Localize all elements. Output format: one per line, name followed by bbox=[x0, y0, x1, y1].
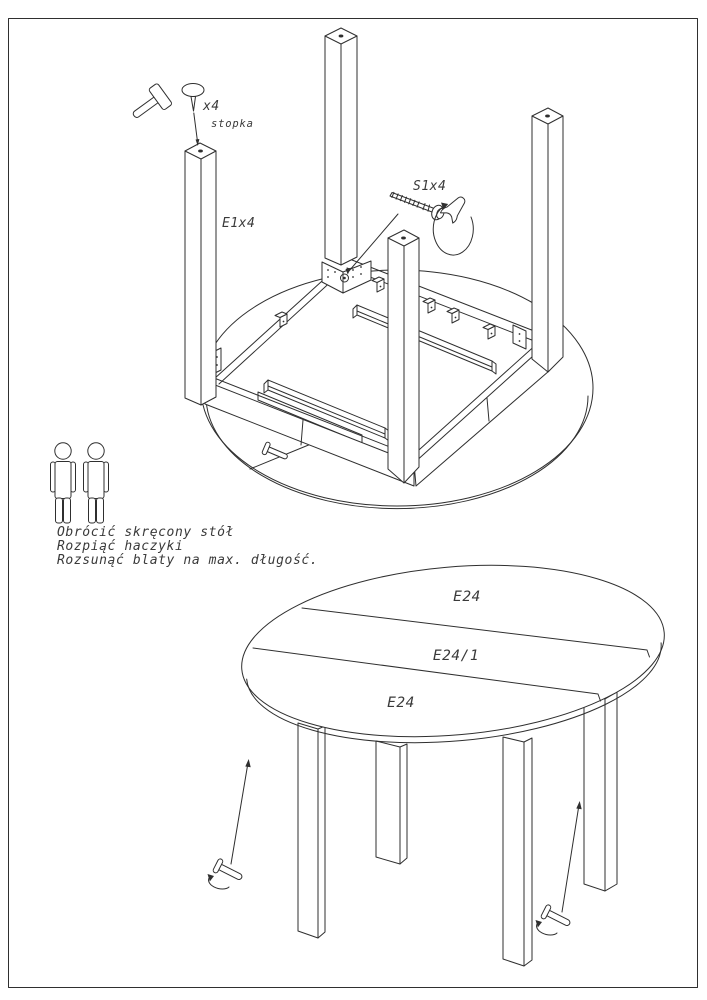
latch-left-arrowhead bbox=[245, 759, 250, 767]
foot-leader-line bbox=[194, 113, 198, 140]
person-figure bbox=[84, 443, 109, 523]
label-top-half-front: E24 bbox=[387, 695, 415, 711]
latch-right-arrow bbox=[562, 806, 579, 912]
two-person-icon bbox=[51, 443, 109, 523]
table-leg-back-left bbox=[376, 741, 407, 864]
label-foot-qty: x4 bbox=[203, 99, 220, 114]
person-figure bbox=[51, 443, 76, 523]
latch-right-arrowhead bbox=[576, 801, 581, 809]
label-top-half-back: E24 bbox=[453, 589, 481, 605]
step2-extended-table-drawing bbox=[208, 549, 673, 966]
instruction-line-2: Rozpiąć haczyki bbox=[57, 539, 184, 554]
foot-pin-icon bbox=[182, 84, 204, 147]
label-extension-leaf: E24/1 bbox=[432, 648, 480, 664]
leg-right bbox=[532, 108, 563, 372]
hammer-icon bbox=[126, 83, 172, 126]
table-leg-front-right bbox=[584, 692, 617, 891]
leg-back bbox=[325, 28, 357, 265]
instruction-line-3: Rozsunąć blaty na max. długość. bbox=[57, 553, 319, 568]
screw-icon bbox=[390, 192, 446, 221]
latch-left-arrow bbox=[231, 764, 248, 864]
label-foot-name: stopka bbox=[211, 118, 254, 130]
table-leg-back-right bbox=[503, 737, 532, 966]
leg-left bbox=[185, 143, 216, 405]
label-screw-part: S1x4 bbox=[413, 179, 447, 194]
table-leg-front-left bbox=[298, 723, 325, 938]
leg-front bbox=[388, 230, 419, 483]
instruction-line-1: Obrócić skręcony stół bbox=[57, 525, 234, 540]
step1-inverted-table-drawing bbox=[126, 28, 593, 509]
latch-left-icon bbox=[208, 858, 245, 889]
label-leg-part: E1x4 bbox=[222, 216, 256, 231]
latch-right-icon bbox=[536, 904, 573, 935]
